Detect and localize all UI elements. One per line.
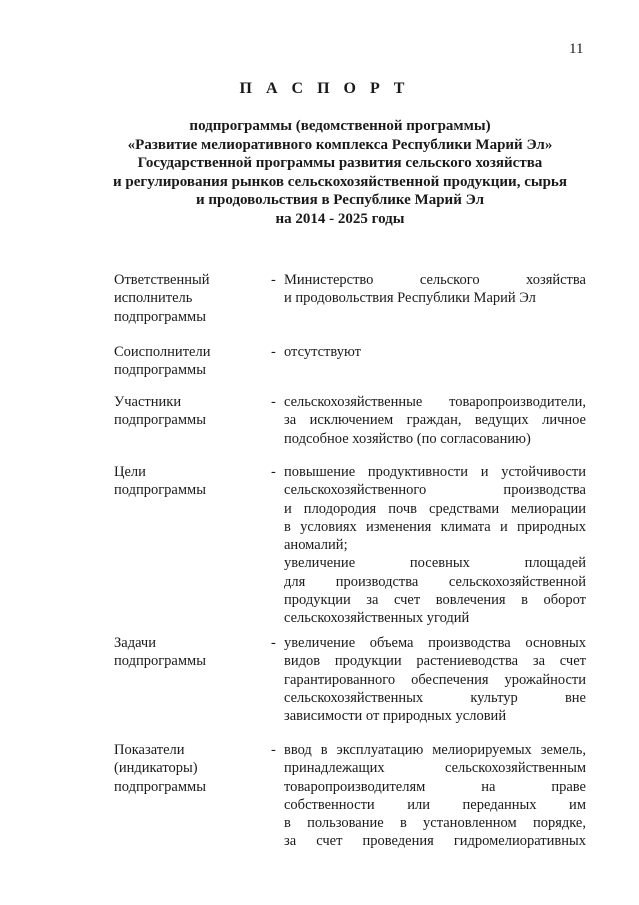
label-line: подпрограммы — [114, 653, 206, 670]
value-line: собственности или переданных им — [284, 796, 586, 813]
row-value — [284, 634, 586, 725]
value-line: увеличение объема производства основных — [284, 635, 586, 651]
value-line: и продовольствия Республики Марий Эл — [284, 290, 536, 307]
label-line: Ответственный — [114, 272, 210, 288]
subtitle-line: и продовольствия в Республике Марий Эл — [196, 192, 484, 208]
page-number: 11 — [569, 41, 584, 57]
row-dash: - — [271, 635, 276, 651]
value-line: повышение продуктивности и устойчивости — [284, 464, 586, 480]
value-line: за счет проведения гидромелиоративных — [284, 833, 586, 850]
label-line: Участники — [114, 394, 182, 410]
row-label — [114, 634, 264, 671]
value-line: гарантированного обеспечения урожайности — [284, 671, 586, 688]
subtitle-line: подпрограммы (ведомственной программы) — [189, 118, 491, 134]
label-line: Цели — [114, 464, 146, 480]
value-line: принадлежащих сельскохозяйственным — [284, 760, 586, 777]
row-label — [114, 741, 264, 796]
value-line: товаропроизводителям на праве — [284, 778, 586, 795]
subtitle-line: «Развитие мелиоративного комплекса Республики Марий Эл» — [127, 136, 553, 153]
value-line: в пользование в установленном порядке, — [284, 815, 586, 832]
value-line: продукции за счет вовлечения в оборот — [284, 592, 586, 609]
row-dash: - — [271, 344, 276, 360]
label-line: подпрограммы — [114, 362, 206, 379]
document-subtitle — [100, 117, 580, 228]
value-line: Министерство сельского хозяйства — [284, 272, 586, 288]
subtitle-line: Государственной программы развития сельского хозяйства — [137, 155, 543, 171]
row-value — [284, 393, 586, 448]
label-line: подпрограммы — [114, 778, 206, 795]
label-line: (индикаторы) — [114, 760, 198, 777]
value-line: видов продукции растениеводства за счет — [284, 653, 586, 670]
label-line: Соисполнители — [114, 344, 211, 360]
value-line: для производства сельскохозяйственной — [284, 573, 586, 590]
row-dash: - — [271, 272, 276, 288]
label-line: подпрограммы — [114, 482, 206, 499]
label-line: Показатели — [114, 742, 185, 758]
value-line: сельскохозяйственного производства — [284, 482, 586, 499]
value-line: увеличение посевных площадей — [284, 555, 586, 572]
row-label — [114, 271, 264, 326]
value-line: в условиях изменения климата и природных — [284, 518, 586, 535]
value-line: зависимости от природных условий — [284, 708, 507, 725]
label-line: подпрограммы — [114, 308, 206, 325]
value-line: подсобное хозяйство (по согласованию) — [284, 430, 531, 447]
value-line: отсутствуют — [284, 344, 361, 360]
row-dash: - — [271, 742, 276, 758]
row-value — [284, 343, 586, 361]
subtitle-line: на 2014 - 2025 годы — [275, 210, 405, 227]
row-label — [114, 463, 264, 500]
row-dash: - — [271, 464, 276, 480]
document-title: П А С П О Р Т — [239, 80, 410, 97]
value-line: сельскохозяйственных культур вне — [284, 689, 586, 706]
row-value — [284, 271, 586, 308]
row-label — [114, 343, 264, 380]
value-line: сельскохозяйственных угодий — [284, 610, 470, 627]
subtitle-line: и регулирования рынков сельскохозяйственной продукции, сырья — [113, 173, 567, 190]
value-line: ввод в эксплуатацию мелиорируемых земель, — [284, 742, 586, 758]
row-dash: - — [271, 394, 276, 410]
value-line: сельскохозяйственные товаропроизводители, — [284, 394, 586, 410]
row-value — [284, 463, 586, 628]
value-line: за исключением граждан, ведущих личное — [284, 412, 586, 429]
row-label — [114, 393, 264, 430]
value-line: и плодородия почв средствами мелиорации — [284, 500, 586, 517]
value-line: аномалий; — [284, 537, 348, 554]
label-line: подпрограммы — [114, 412, 206, 429]
label-line: исполнитель — [114, 290, 193, 307]
row-value — [284, 741, 586, 851]
label-line: Задачи — [114, 635, 156, 651]
